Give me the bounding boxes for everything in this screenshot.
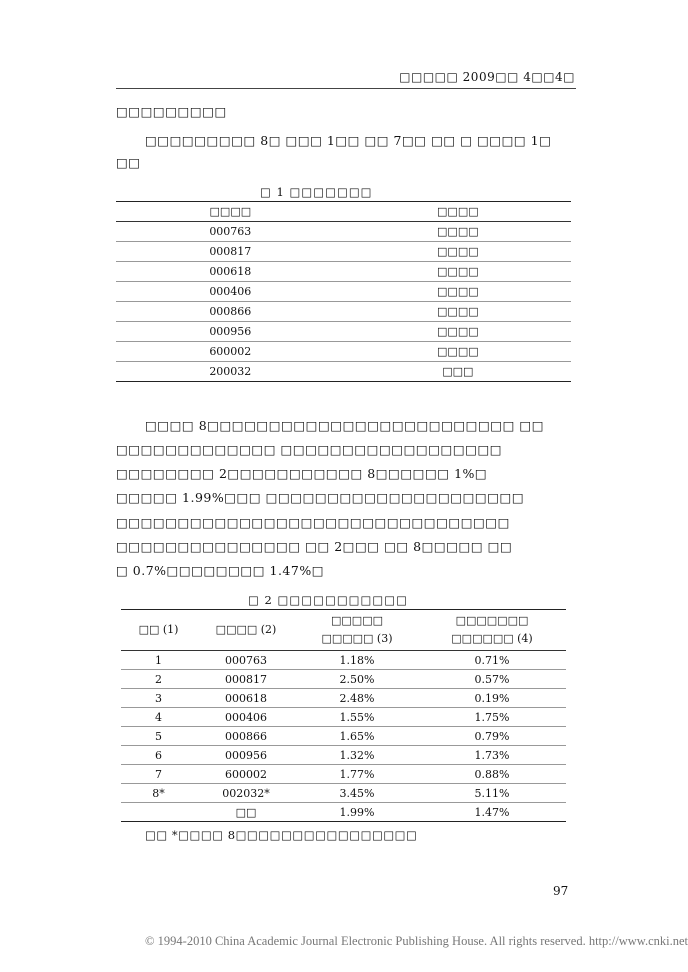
table-cell: □□□□ [345,222,571,242]
table-2-col-4 [418,610,566,651]
table-cell: 1.47% [418,803,566,822]
table-row [121,803,566,822]
table-cell: □□□□ [345,322,571,342]
table-cell: 2.48% [296,689,418,708]
table-cell: 1.32% [296,746,418,765]
table-cell: 000956 [196,746,296,765]
table-cell: 200032 [116,362,345,382]
intro-line-2: □□□□□□□□□ 8□ □□□ 1□□ □□ 7□□ □□ □ □□□□ 1□ [145,133,552,148]
table-cell: 1.77% [296,765,418,784]
table-cell: 6 [121,746,196,765]
table-cell: 0.79% [418,727,566,746]
table-row [121,651,566,670]
table-cell: □□□□ [345,282,571,302]
table-cell: □□□□ [345,342,571,362]
page-number: 97 [553,884,569,898]
table-1-header-row [116,202,571,222]
table-2-col-3-line-2: □□□□□ (3) [321,632,393,645]
table-cell: 8* [121,784,196,803]
table-cell: 1.65% [296,727,418,746]
table-cell: 5 [121,727,196,746]
table-cell: 000956 [116,322,345,342]
table-cell: 000763 [196,651,296,670]
table-cell: 000817 [116,242,345,262]
table-cell: 600002 [196,765,296,784]
copyright-footer: © 1994-2010 China Academic Journal Electronic Publishing House. All rights reserved. http://www.cnki.net [145,934,688,948]
table-cell: □□ [196,803,296,822]
body-line-4: □□□□□ 1.99%□□□ □□□□□□□□□□□□□□□□□□□□□ [116,490,525,505]
body-line-2: □□□□□□□□□□□□□ □□□□□□□□□□□□□□□□□□ [116,442,503,457]
table-2-header-row [121,610,566,651]
table-row [121,689,566,708]
table-cell: 000618 [116,262,345,282]
table-row [121,708,566,727]
table-cell: 000618 [196,689,296,708]
table-cell: 000866 [196,727,296,746]
table-cell: 0.71% [418,651,566,670]
table-cell: 0.88% [418,765,566,784]
body-line-7: □ 0.7%□□□□□□□□ 1.47%□ [116,563,325,578]
table-1-col-code: □□□□ [116,202,345,222]
table-cell: 0.19% [418,689,566,708]
table-cell: 002032* [196,784,296,803]
table-cell: 3.45% [296,784,418,803]
table-row [116,362,571,382]
intro-line-1: □□□□□□□□□ [116,104,227,119]
table-cell [121,803,196,822]
table-cell: 000406 [196,708,296,727]
table-row [121,727,566,746]
table-cell: 2.50% [296,670,418,689]
running-header: □□□□□ 2009□□ 4□□4□ [399,70,575,84]
table-row [116,302,571,322]
table-cell: 7 [121,765,196,784]
table-row [121,670,566,689]
table-row [116,282,571,302]
table-2-note: □□ *□□□□ 8□□□□□□□□□□□□□□□□ [145,828,418,842]
table-2 [121,609,566,822]
body-line-6: □□□□□□□□□□□□□□□ □□ 2□□□ □□ 8□□□□□ □□ [116,539,513,554]
table-cell: □□□ [345,362,571,382]
table-cell: 3 [121,689,196,708]
table-cell: 000763 [116,222,345,242]
table-row [116,222,571,242]
table-2-col-4-line-1: □□□□□□□ [455,614,529,627]
table-row [121,746,566,765]
table-cell: 0.57% [418,670,566,689]
header-rule [116,88,576,89]
body-line-3: □□□□□□□□ 2□□□□□□□□□□□ 8□□□□□□ 1%□ [116,466,488,481]
table-row [116,242,571,262]
table-cell: 1.75% [418,708,566,727]
table-2-col-index: □□ (1) [121,610,196,651]
table-1 [116,201,571,382]
table-row [121,765,566,784]
table-2-caption: □ 2 □□□□□□□□□□□ [248,593,409,607]
table-row [116,262,571,282]
table-2-col-code: □□□□ (2) [196,610,296,651]
intro-line-3: □□ [116,155,141,170]
table-cell: 1.73% [418,746,566,765]
table-row [116,342,571,362]
table-cell: 1.99% [296,803,418,822]
table-cell: 4 [121,708,196,727]
table-2-col-3-line-1: □□□□□ [331,614,383,627]
body-line-5: □□□□□□□□□□□□□□□□□□□□□□□□□□□□□□□□ [116,515,510,530]
table-cell: 2 [121,670,196,689]
table-cell: 1 [121,651,196,670]
table-cell: 000406 [116,282,345,302]
body-line-1: □□□□ 8□□□□□□□□□□□□□□□□□□□□□□□□□ □□ [145,418,545,433]
table-2-col-4-line-2: □□□□□□ (4) [451,632,533,645]
table-cell: 5.11% [418,784,566,803]
table-cell: 1.55% [296,708,418,727]
table-1-col-name: □□□□ [345,202,571,222]
table-row [116,322,571,342]
table-cell: 000817 [196,670,296,689]
table-row [121,784,566,803]
table-cell: □□□□ [345,242,571,262]
table-cell: 000866 [116,302,345,322]
table-cell: □□□□ [345,262,571,282]
table-1-caption: □ 1 □□□□□□□ [260,185,373,199]
table-cell: 1.18% [296,651,418,670]
table-2-col-3 [296,610,418,651]
table-cell: □□□□ [345,302,571,322]
table-cell: 600002 [116,342,345,362]
